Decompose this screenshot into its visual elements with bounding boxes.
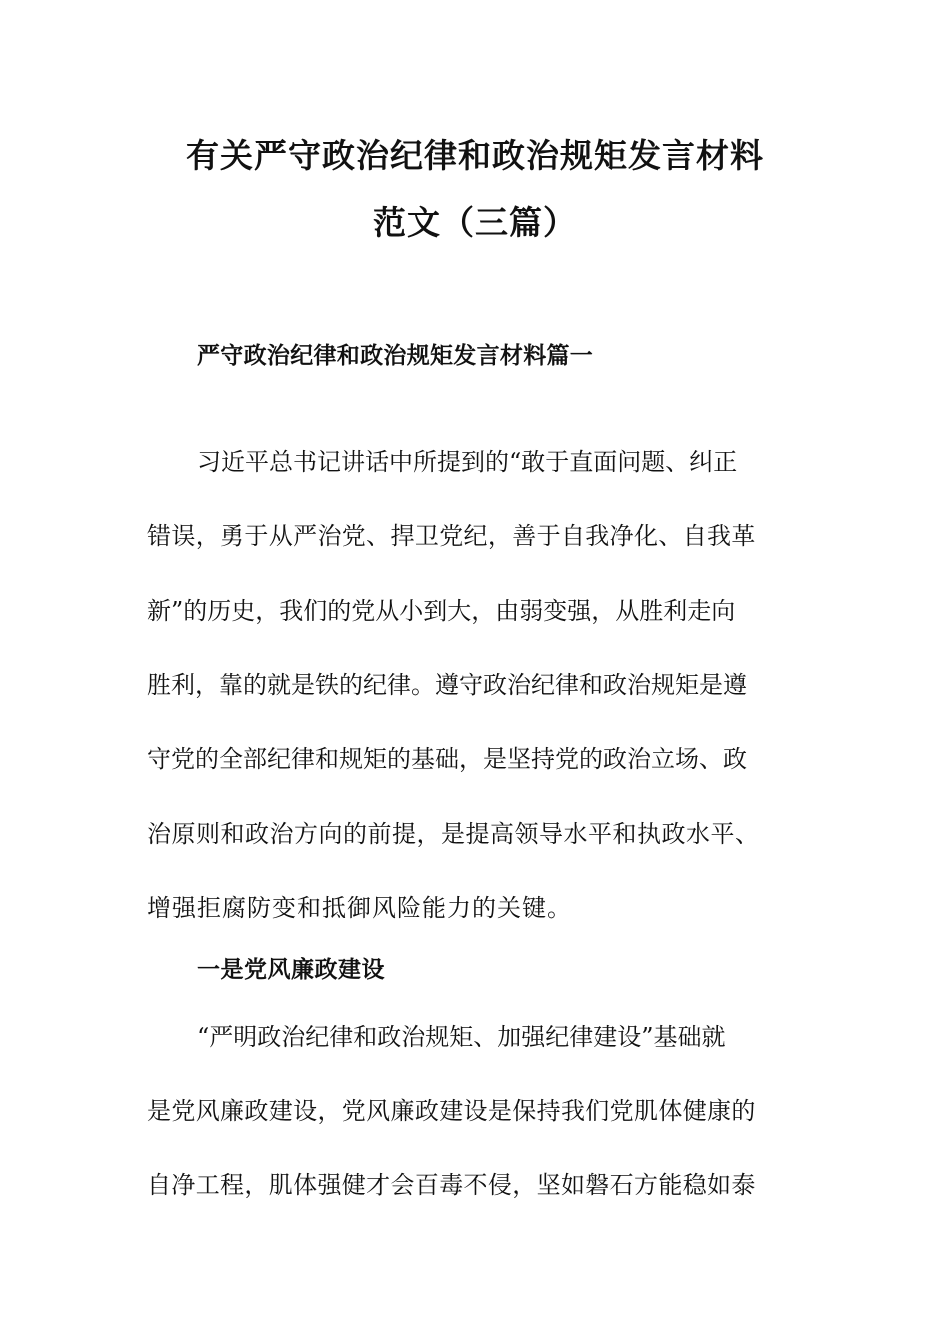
paragraph-line: 自净工程，肌体强健才会百毒不侵，坚如磐石方能稳如泰 (147, 1171, 756, 1199)
paragraph-line: “严明政治纪律和政治规矩、加强纪律建设”基础就 (197, 1023, 726, 1051)
subsection-heading: 一是党风廉政建设 (197, 957, 385, 983)
document-title-line-2: 范文（三篇） (373, 203, 577, 242)
paragraph-line: 治原则和政治方向的前提，是提高领导水平和执政水平、 (147, 820, 760, 848)
section-heading: 严守政治纪律和政治规矩发言材料篇一 (197, 343, 594, 369)
document-title-line-1: 有关严守政治纪律和政治规矩发言材料 (186, 136, 764, 175)
paragraph-line: 是党风廉政建设，党风廉政建设是保持我们党肌体健康的 (147, 1097, 756, 1125)
paragraph-line: 增强拒腐防变和抵御风险能力的关键。 (147, 894, 572, 922)
paragraph-line: 习近平总书记讲话中所提到的“敢于直面问题、纠正 (197, 448, 738, 476)
paragraph-line: 新”的历史，我们的党从小到大，由弱变强，从胜利走向 (147, 597, 736, 625)
paragraph-line: 守党的全部纪律和规矩的基础，是坚持党的政治立场、政 (147, 745, 747, 773)
paragraph-line: 错误，勇于从严治党、捍卫党纪，善于自我净化、自我革 (147, 522, 756, 550)
paragraph-line: 胜利，靠的就是铁的纪律。遵守政治纪律和政治规矩是遵 (147, 671, 747, 699)
